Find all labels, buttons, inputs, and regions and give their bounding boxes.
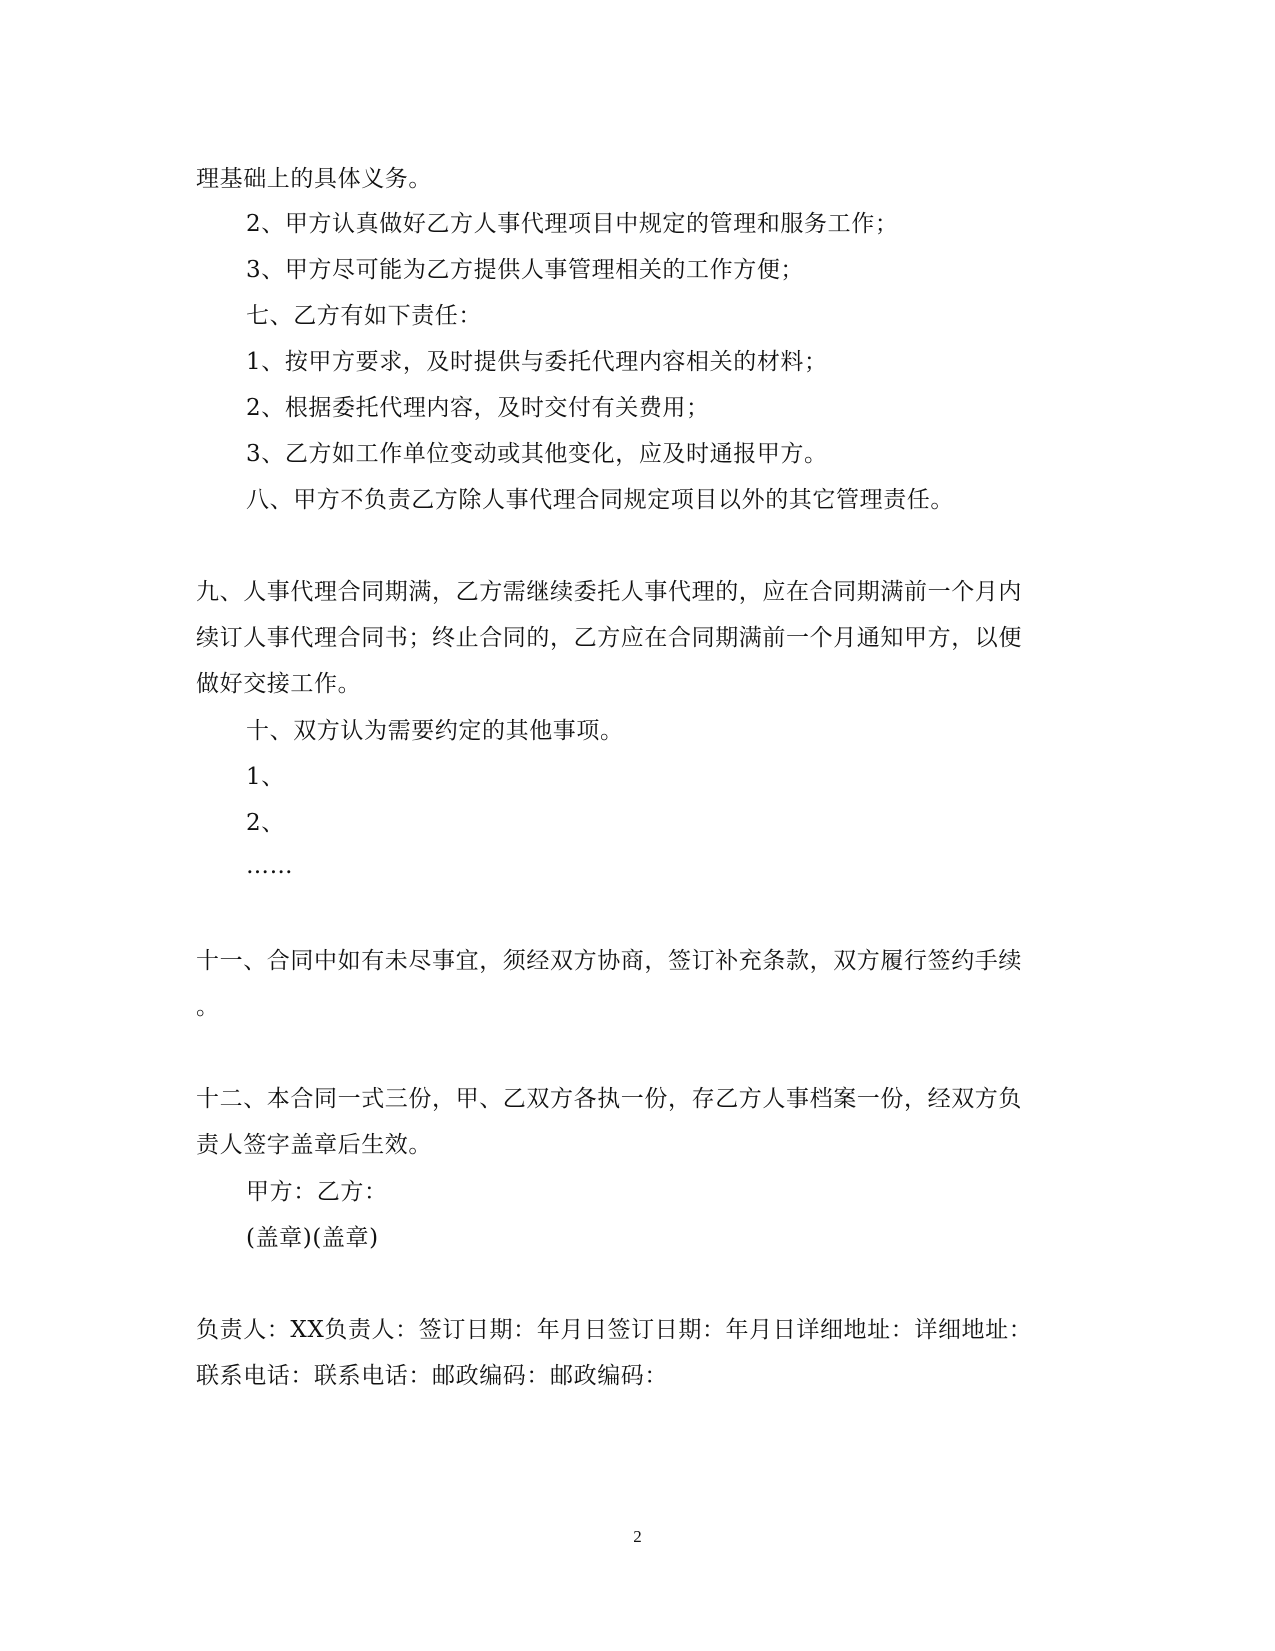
signature-info-line-2: 联系电话：联系电话：邮政编码：邮政编码： bbox=[196, 1363, 668, 1389]
section-12-line-2: 责人签字盖章后生效。 bbox=[196, 1132, 432, 1158]
page-number: 2 bbox=[633, 1527, 642, 1546]
text-line-5: 1、按甲方要求，及时提供与委托代理内容相关的材料； bbox=[246, 349, 828, 375]
section-11-line-2: 。 bbox=[196, 994, 220, 1020]
seal-labels: (盖章)(盖章) bbox=[246, 1225, 379, 1251]
text-line-6: 2、根据委托代理内容，及时交付有关费用； bbox=[246, 395, 710, 421]
section-9-line-2: 续订人事代理合同书；终止合同的，乙方应在合同期满前一个月通知甲方，以便 bbox=[196, 625, 1022, 651]
section-9-line-3: 做好交接工作。 bbox=[196, 671, 362, 697]
signature-info-line-1: 负责人：XX负责人：签订日期：年月日签订日期：年月日详细地址：详细地址： bbox=[196, 1317, 1033, 1343]
section-12-line-1: 十二、本合同一式三份，甲、乙双方各执一份，存乙方人事档案一份，经双方负 bbox=[196, 1086, 1022, 1112]
section-10-item-2: 2、 bbox=[246, 810, 285, 836]
text-line-3: 3、甲方尽可能为乙方提供人事管理相关的工作方便； bbox=[246, 257, 805, 283]
section-8-text: 八、甲方不负责乙方除人事代理合同规定项目以外的其它管理责任。 bbox=[246, 487, 954, 513]
party-labels: 甲方：乙方： bbox=[246, 1179, 388, 1205]
section-9-line-1: 九、人事代理合同期满，乙方需继续委托人事代理的，应在合同期满前一个月内 bbox=[196, 579, 1022, 605]
section-10-item-1: 1、 bbox=[246, 764, 285, 790]
text-line-1: 理基础上的具体义务。 bbox=[196, 166, 432, 192]
text-line-2: 2、甲方认真做好乙方人事代理项目中规定的管理和服务工作； bbox=[246, 211, 899, 237]
text-line-7: 3、乙方如工作单位变动或其他变化，应及时通报甲方。 bbox=[246, 441, 828, 467]
section-7-heading: 七、乙方有如下责任： bbox=[246, 303, 482, 329]
section-11-line-1: 十一、合同中如有未尽事宜，须经双方协商，签订补充条款，双方履行签约手续 bbox=[196, 948, 1022, 974]
section-10-ellipsis: …… bbox=[246, 853, 294, 879]
section-10-heading: 十、双方认为需要约定的其他事项。 bbox=[246, 718, 624, 744]
